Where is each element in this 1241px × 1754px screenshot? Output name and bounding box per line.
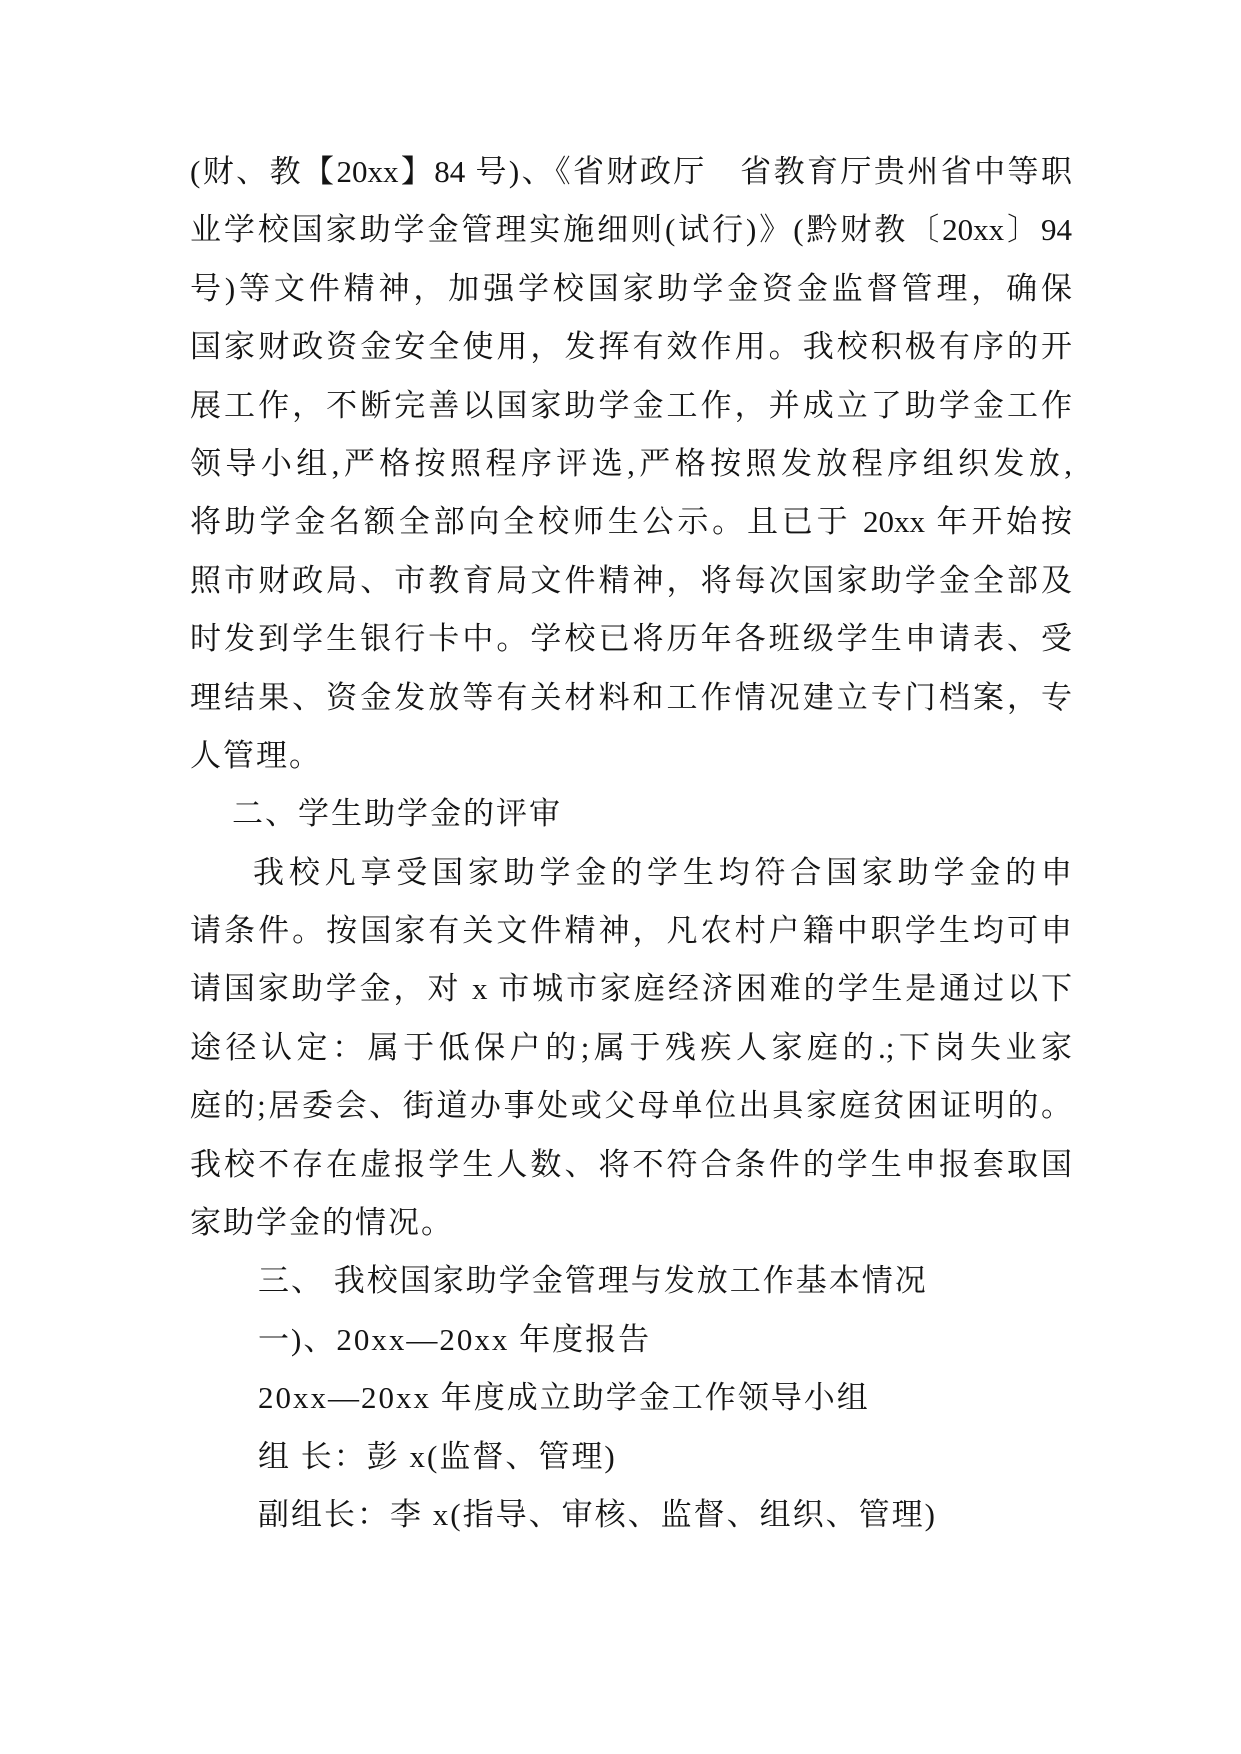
text-line: 业学校国家助学金管理实施细则(试行)》(黔财教〔20xx〕94 bbox=[190, 212, 1072, 248]
text-line: 组 长：彭 x(监督、管理) bbox=[258, 1438, 617, 1474]
text-line: 时发到学生银行卡中。学校已将历年各班级学生申请表、受 bbox=[190, 621, 1072, 657]
text-line: 请国家助学金，对 x 市城市家庭经济困难的学生是通过以下 bbox=[190, 971, 1072, 1007]
text-line: 人管理。 bbox=[190, 737, 322, 773]
text-line: 将助学金名额全部向全校师生公示。且已于 20xx 年开始按 bbox=[190, 504, 1072, 540]
text-line: 理结果、资金发放等有关材料和工作情况建立专门档案，专 bbox=[190, 679, 1072, 715]
text-line: 二、学生助学金的评审 bbox=[232, 796, 562, 832]
text-line: 一)、20xx—20xx 年度报告 bbox=[258, 1321, 652, 1357]
text-line: 我校凡享受国家助学金的学生均符合国家助学金的申 bbox=[253, 854, 1072, 890]
text-line: 途径认定：属于低保户的;属于残疾人家庭的.;下岗失业家 bbox=[190, 1029, 1072, 1065]
text-line: 展工作，不断完善以国家助学金工作，并成立了助学金工作 bbox=[190, 387, 1072, 423]
text-line: 国家财政资金安全使用，发挥有效作用。我校积极有序的开 bbox=[190, 329, 1072, 365]
text-line: 请条件。按国家有关文件精神，凡农村户籍中职学生均可申 bbox=[190, 913, 1072, 949]
document-body bbox=[190, 143, 1072, 1544]
text-line: (财、教【20xx】84 号)、《省财政厅 省教育厅贵州省中等职 bbox=[190, 154, 1072, 189]
text-line: 号)等文件精神，加强学校国家助学金资金监督管理，确保 bbox=[190, 270, 1072, 306]
text-line: 20xx—20xx 年度成立助学金工作领导小组 bbox=[258, 1380, 870, 1416]
text-line: 照市财政局、市教育局文件精神，将每次国家助学金全部及 bbox=[190, 562, 1072, 598]
text-line: 庭的;居委会、街道办事处或父母单位出具家庭贫困证明的。 bbox=[190, 1088, 1072, 1124]
text-line: 领导小组,严格按照程序评选,严格按照发放程序组织发放, bbox=[190, 445, 1072, 481]
text-line: 我校不存在虚报学生人数、将不符合条件的学生申报套取国 bbox=[190, 1146, 1072, 1182]
text-line: 副组长：李 x(指导、审核、监督、组织、管理) bbox=[258, 1496, 937, 1532]
text-line: 家助学金的情况。 bbox=[190, 1205, 454, 1241]
text-line: 三、 我校国家助学金管理与发放工作基本情况 bbox=[258, 1263, 928, 1299]
